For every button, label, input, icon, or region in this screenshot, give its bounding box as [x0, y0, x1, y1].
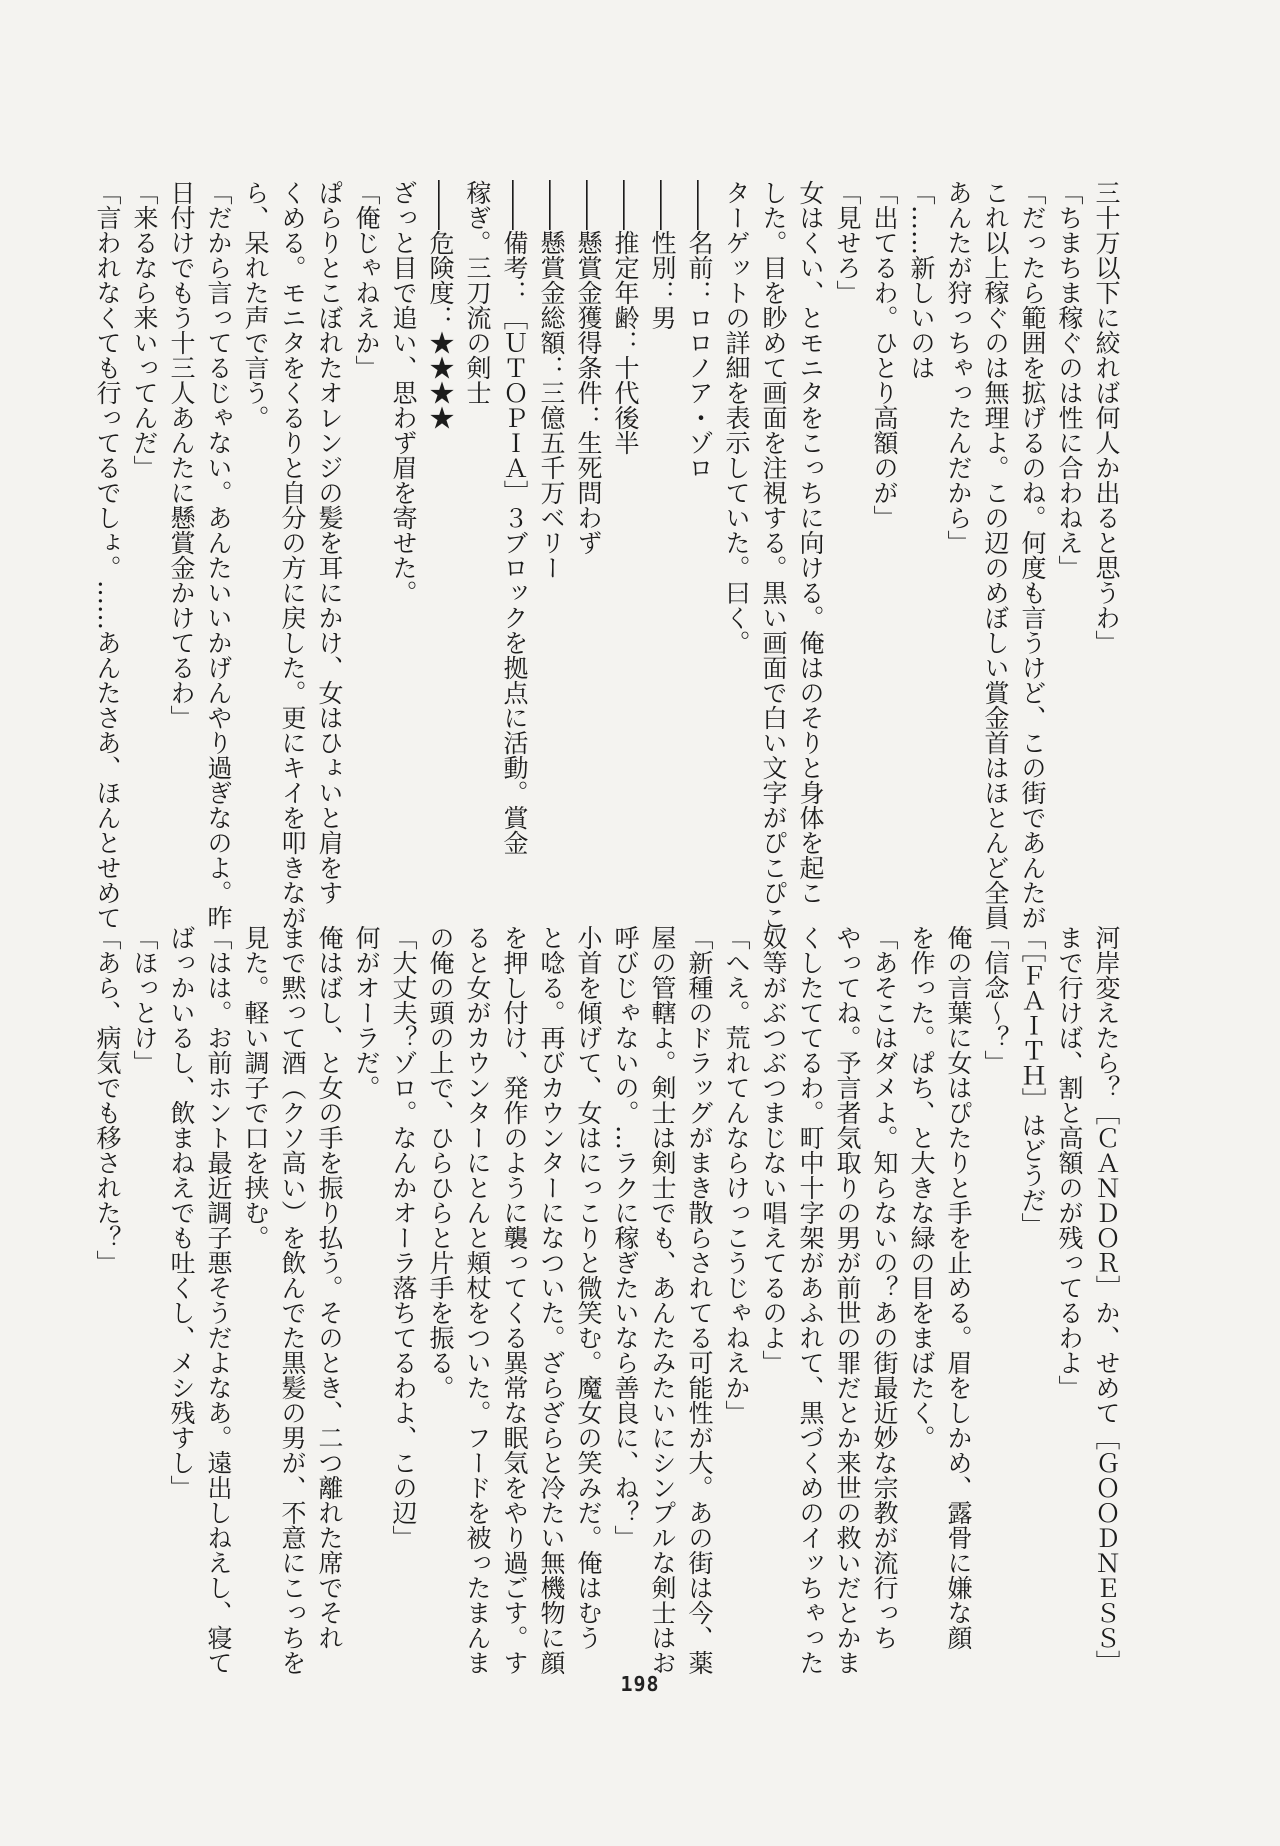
text-line: 「信念～？」	[981, 925, 1010, 1075]
text-line: ざっと目で追い、思わず眉を寄せた。	[389, 180, 418, 605]
text-line: 小首を傾げて、女はにっこりと微笑む。魔女の笑みだ。俺はむう	[574, 925, 603, 1650]
text-line: 「だから言ってるじゃない。あんたいいかげんやり過ぎなのよ。昨	[204, 180, 233, 930]
text-line: 呼びじゃないの。…ラクに稼ぎたいなら善良に、ね？」	[611, 925, 640, 1550]
text-line: くめる。モニタをくるりと自分の方に戻した。更にキイを叩きなが	[278, 180, 307, 930]
text-line: 「出てるわ。ひとり高額のが」	[870, 180, 899, 530]
text-line: 「あら、病気でも移された？」	[93, 925, 122, 1275]
text-line: 「見せろ」	[833, 180, 862, 305]
text-line: を作った。ぱち、と大きな緑の目をまばたく。	[907, 925, 936, 1450]
text-line: 女はくい、とモニタをこっちに向ける。俺はのそりと身体を起こ	[796, 180, 825, 905]
text-line: 屋の管轄よ。剣士は剣士でも、あんたみたいにシンプルな剣士はお	[648, 925, 677, 1675]
text-line: した。目を眇めて画面を注視する。黒い画面で白い文字がぴこぴこ	[759, 180, 788, 930]
text-line: 奴等がぶつぶつまじない唱えてるのよ」	[759, 925, 788, 1375]
text-line: やってね。予言者気取りの男が前世の罪だとか来世の救いだとかま	[833, 925, 862, 1675]
text-line: ――懸賞金獲得条件：生死問わず	[574, 180, 603, 555]
text-line: 稼ぎ。三刀流の剣士	[463, 180, 492, 405]
text-line: 何がオーラだ。	[352, 925, 381, 1100]
text-line: 「へえ。荒れてんならけっこうじゃねえか」	[722, 925, 751, 1425]
text-line: ――懸賞金総額：三億五千万ベリー	[537, 180, 566, 580]
page-number: 198	[620, 1672, 660, 1696]
text-line: 「［ＦＡＩＴＨ］はどうだ」	[1018, 925, 1047, 1238]
text-line: ばっかいるし、飲まねえでも吐くし、メシ残すし」	[167, 925, 196, 1500]
lower-text-block	[93, 925, 1125, 1675]
text-line: 「新種のドラッグがまき散らされてる可能性が大。あの街は今、薬	[685, 925, 714, 1675]
text-line: ――備考：［ＵＴＯＰＩＡ］３ブロックを拠点に活動。賞金	[500, 180, 529, 855]
text-line: 「はは。お前ホント最近調子悪そうだよなあ。遠出しねえし、寝て	[204, 925, 233, 1675]
text-line: ――性別：男	[648, 180, 677, 330]
text-line: これ以上稼ぐのは無理よ。この辺のめぼしい賞金首はほとんど全員	[981, 180, 1010, 930]
text-line: 「俺じゃねえか」	[352, 180, 381, 380]
text-line: の俺の頭の上で、ひらひらと片手を振る。	[426, 925, 455, 1400]
text-line: 「大丈夫？ゾロ。なんかオーラ落ちてるわよ、この辺」	[389, 925, 418, 1550]
text-line: 見た。軽い調子で口を挟む。	[241, 925, 270, 1250]
text-line: と唸る。再びカウンターになついた。ざらざらと冷たい無機物に顔	[537, 925, 566, 1675]
text-line: 「あそこはダメよ。知らないの？あの街最近妙な宗教が流行っち	[870, 925, 899, 1650]
text-line: 「……新しいのは	[907, 180, 936, 380]
text-line: を押し付け、発作のように襲ってくる異常な眠気をやり過ごす。す	[500, 925, 529, 1675]
text-line: ターゲットの詳細を表示していた。曰く。	[722, 180, 751, 655]
text-line: 日付けでもう十三人あんたに懸賞金かけてるわ」	[167, 180, 196, 730]
text-line: ――名前：ロロノア・ゾロ	[685, 180, 714, 480]
text-line: 「来るなら来いってんだ」	[130, 180, 159, 480]
text-line: 河岸変えたら？［ＣＡＮＤＯＲ］か、せめて［ＧＯＯＤＮＥＳＳ］	[1092, 925, 1121, 1675]
text-line: ――推定年齢：十代後半	[611, 180, 640, 455]
text-line: ぱらりとこぼれたオレンジの髪を耳にかけ、女はひょいと肩をす	[315, 180, 344, 905]
text-line: 「ちまちま稼ぐのは性に合わねえ」	[1055, 180, 1084, 580]
text-line: まで黙って酒（クソ高い）を飲んでた黒髪の男が、不意にこっちを	[278, 925, 307, 1675]
text-line: 俺の言葉に女はぴたりと手を止める。眉をしかめ、露骨に嫌な顔	[944, 925, 973, 1650]
text-line: 「言われなくても行ってるでしょ。……あんたさあ、ほんとせめて	[93, 180, 122, 930]
upper-text-block	[93, 180, 1125, 930]
text-line: まで行けば、割と高額のが残ってるわよ」	[1055, 925, 1084, 1400]
text-line: くしたててるわ。町中十字架があふれて、黒づくめのイッちゃった	[796, 925, 825, 1675]
text-line: 「ほっとけ」	[130, 925, 159, 1075]
text-line: ると女がカウンターにとんと頬杖をついた。フードを被ったまんま	[463, 925, 492, 1675]
text-line: 「だったら範囲を拡げるのね。何度も言うけど、この街であんたが	[1018, 180, 1047, 930]
text-line: あんたが狩っちゃったんだから」	[944, 180, 973, 555]
text-line: 俺はばし、と女の手を振り払う。そのとき、二つ離れた席でそれ	[315, 925, 344, 1650]
text-line: 三十万以下に絞れば何人か出ると思うわ」	[1092, 180, 1121, 655]
text-line: ――危険度：★★★★	[426, 180, 455, 430]
text-line: ら、呆れた声で言う。	[241, 180, 270, 430]
